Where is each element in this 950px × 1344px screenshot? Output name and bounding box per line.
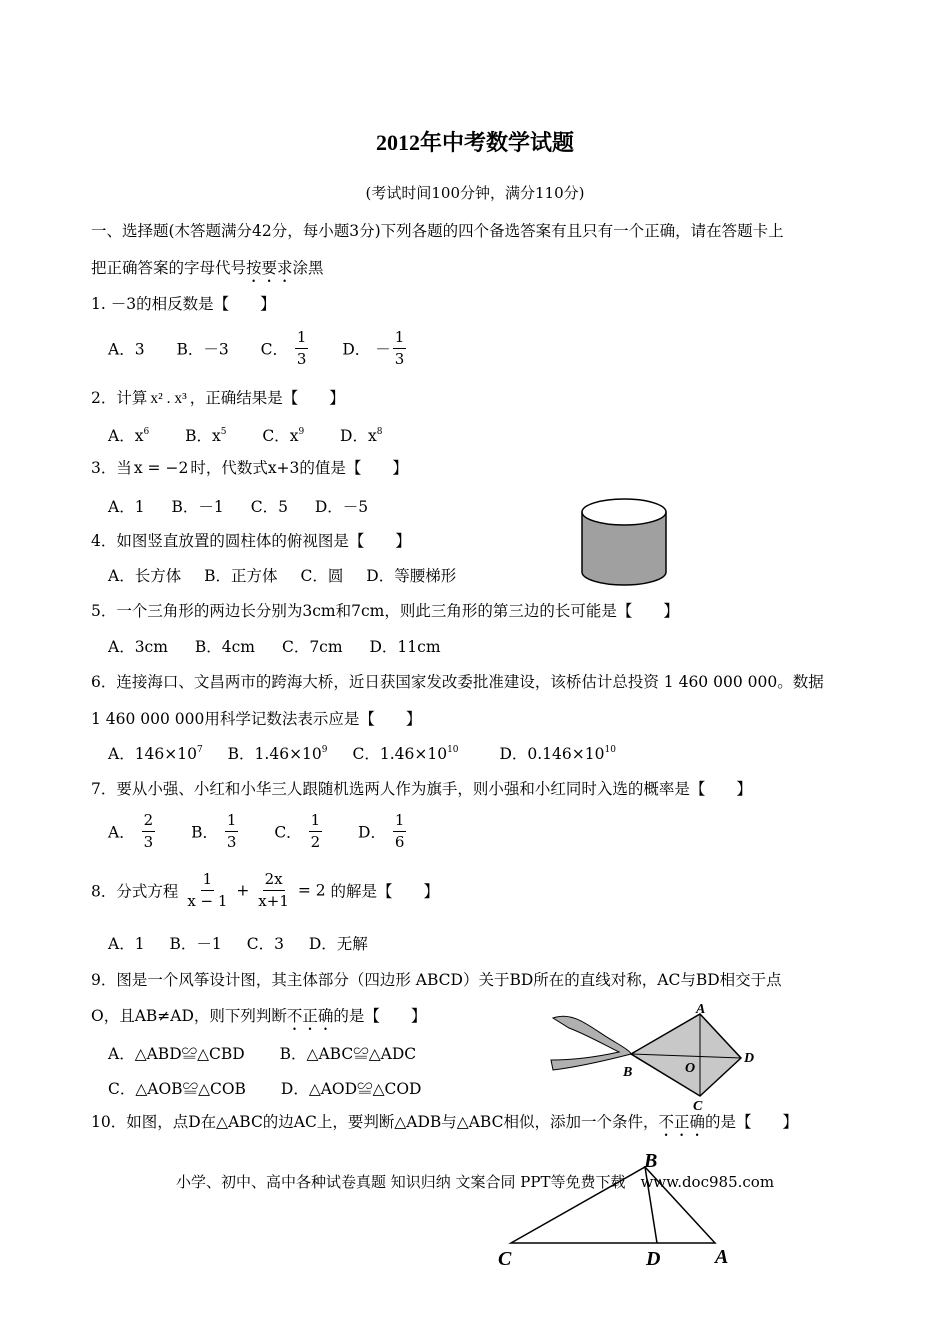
option-b: B．△ABC≌△ADC bbox=[279, 1045, 417, 1063]
question-9-options-row1 bbox=[108, 1042, 416, 1064]
emphasized-text: 不正确 bbox=[658, 1113, 705, 1131]
question-9-options-row2 bbox=[108, 1077, 421, 1099]
option-d: D． bbox=[340, 427, 368, 445]
question-text: 的解是【 】 bbox=[330, 882, 440, 901]
instruction-text: 涂黑 bbox=[292, 259, 324, 277]
fraction: $\frac{1}{3}$ bbox=[226, 811, 237, 851]
minus-sign: － bbox=[375, 340, 391, 359]
option-a: A． bbox=[108, 427, 135, 445]
question-text: 10．如图，点D在△ABC的边AC上，要判断△ADB与△ABC相似，添加一个条件， bbox=[91, 1113, 659, 1131]
question-7-options bbox=[108, 813, 408, 850]
question-2-stem bbox=[91, 386, 345, 408]
option-d: D．等腰梯形 bbox=[366, 567, 457, 585]
question-6-line2: 1 460 000 000用科学记数法表示应是【 】 bbox=[91, 710, 422, 728]
option-b: B．正方体 bbox=[204, 567, 278, 585]
page-footer: 小学、初中、高中各种试卷真题 知识归纳 文案合同 PPT等免费下载 www.doc985.com bbox=[175, 1173, 775, 1191]
question-text: 的是【 】 bbox=[704, 1113, 798, 1131]
option-d: D． bbox=[342, 340, 371, 359]
option-b: B．－3 bbox=[176, 340, 229, 359]
option-b: B． bbox=[191, 823, 218, 842]
option-c: C．5 bbox=[250, 498, 288, 516]
label-a: A bbox=[715, 1246, 729, 1268]
math-expression: x = −2 bbox=[133, 459, 189, 477]
option-b: B．－1 bbox=[169, 935, 222, 953]
question-5-options bbox=[108, 635, 441, 657]
question-text: 8．分式方程 bbox=[91, 882, 179, 901]
question-text: O，且AB≠AD，则下列判断 bbox=[91, 1007, 287, 1025]
fraction: $\frac{1}{3}$ bbox=[394, 328, 405, 368]
option-c: C． bbox=[260, 340, 288, 359]
option-d: D．－5 bbox=[314, 498, 369, 516]
plus-sign: + bbox=[236, 881, 250, 900]
option-c: C．7cm bbox=[281, 638, 343, 656]
option-d: D．0.146×10 bbox=[499, 745, 605, 763]
option-a: A．1 bbox=[108, 498, 145, 516]
cylinder-top bbox=[582, 499, 666, 525]
question-1-options bbox=[108, 330, 408, 367]
option-a: A．3 bbox=[108, 340, 145, 359]
label-d: D bbox=[646, 1248, 661, 1270]
option-a: A．146×10 bbox=[108, 745, 197, 763]
question-7-stem: 7．要从小强、小红和小华三人跟随机选两人作为旗手，则小强和小红同时入选的概率是【 】 bbox=[91, 780, 752, 798]
cylinder-figure bbox=[580, 496, 670, 588]
option-d: D．无解 bbox=[308, 935, 368, 953]
option-c: C． bbox=[274, 823, 302, 842]
math-expression: x² . x³ bbox=[150, 390, 187, 407]
option-b: B．1.46×10 bbox=[227, 745, 322, 763]
fraction: $\frac{2}{3}$ bbox=[143, 811, 154, 851]
instruction-text: 把正确答案的字母代号 bbox=[91, 259, 247, 277]
emphasized-text: 不正确 bbox=[286, 1007, 334, 1025]
label-b: B bbox=[644, 1150, 658, 1172]
option-c: C．△AOB≌△COB bbox=[108, 1080, 246, 1098]
option-a: A．1 bbox=[108, 935, 145, 953]
question-text: 2．计算 bbox=[91, 389, 148, 407]
question-5-stem: 5．一个三角形的两边长分别为3cm和7cm，则此三角形的第三边的长可能是【 】 bbox=[91, 602, 679, 620]
question-6-options: A．$146\times 10^7$ B．$1.46\times 10^9$ C．$1.46\times 10^{10}$ D．$0.146\times 10^{10}$ bbox=[108, 745, 616, 763]
exam-subtitle: (考试时间100分钟，满分110分) bbox=[365, 184, 585, 202]
question-2-options: A．$x^6$ B．$x^5$ C．$x^9$ D．$x^8$ bbox=[108, 427, 383, 445]
option-a: A．△ABD≌△CBD bbox=[108, 1045, 245, 1063]
question-text: 时，代数式x+3的值是【 】 bbox=[190, 459, 408, 477]
question-6-line1: 6．连接海口、文昌两市的跨海大桥，近日获国家发改委批准建设，该桥估计总投资 1 460 000 000。数据 bbox=[91, 673, 824, 691]
triangle-figure bbox=[495, 1145, 745, 1270]
option-a: A．3cm bbox=[108, 638, 168, 656]
option-a: A．长方体 bbox=[108, 567, 182, 585]
question-4-stem: 4．如图竖直放置的圆柱体的俯视图是【 】 bbox=[91, 532, 411, 550]
option-b: B． bbox=[185, 427, 212, 445]
question-9-line2 bbox=[91, 1004, 426, 1034]
question-3-options bbox=[108, 495, 368, 517]
fraction: $\frac{1}{3}$ bbox=[296, 328, 307, 368]
equals-expression: = 2 bbox=[297, 881, 326, 900]
option-d: D． bbox=[358, 823, 386, 842]
option-c: C．3 bbox=[246, 935, 284, 953]
option-d: D．△AOD≌△COD bbox=[280, 1080, 422, 1098]
kite-tail bbox=[551, 1016, 631, 1070]
option-b: B．－1 bbox=[171, 498, 224, 516]
fraction: $\frac{1}{x - 1}$ bbox=[187, 870, 228, 910]
question-3-stem bbox=[91, 456, 408, 478]
emphasized-text: 按要求 bbox=[246, 259, 293, 277]
option-c: C． bbox=[262, 427, 290, 445]
page-title: 2012年中考数学试题 bbox=[375, 130, 574, 155]
option-c: C．圆 bbox=[300, 567, 344, 585]
option-d: D．11cm bbox=[369, 638, 441, 656]
section-instructions-line1: 一、选择题(木答题满分42分，每小题3分)下列各题的四个备选答案有且只有一个正确，请在答题卡上 bbox=[91, 222, 784, 240]
label-b: B bbox=[623, 1065, 633, 1080]
label-a: A bbox=[696, 1002, 706, 1017]
option-c: C．1.46×10 bbox=[352, 745, 448, 763]
fraction: $\frac{2x}{x+1}$ bbox=[258, 870, 289, 910]
fraction: $\frac{1}{2}$ bbox=[310, 811, 321, 851]
question-10-stem bbox=[91, 1110, 798, 1140]
question-text: 3．当 bbox=[91, 459, 132, 477]
question-1-stem: 1. －3的相反数是【 】 bbox=[91, 295, 276, 313]
section-instructions-line2 bbox=[91, 256, 324, 286]
label-d: D bbox=[744, 1051, 755, 1066]
question-8-stem bbox=[91, 872, 439, 909]
label-c: C bbox=[498, 1248, 512, 1270]
question-text: 的是【 】 bbox=[333, 1007, 427, 1025]
question-8-options bbox=[108, 932, 368, 954]
label-c: C bbox=[693, 1099, 703, 1114]
label-o: O bbox=[685, 1061, 696, 1076]
fraction: $\frac{1}{6}$ bbox=[394, 811, 405, 851]
question-4-options bbox=[108, 564, 456, 586]
question-text: ，正确结果是【 】 bbox=[189, 389, 345, 407]
option-a: A． bbox=[108, 823, 135, 842]
kite-figure bbox=[545, 1000, 765, 1114]
option-b: B．4cm bbox=[194, 638, 256, 656]
question-9-line1: 9．图是一个风筝设计图，其主体部分（四边形 ABCD）关于BD所在的直线对称，AC与BD相交于点 bbox=[91, 971, 782, 989]
